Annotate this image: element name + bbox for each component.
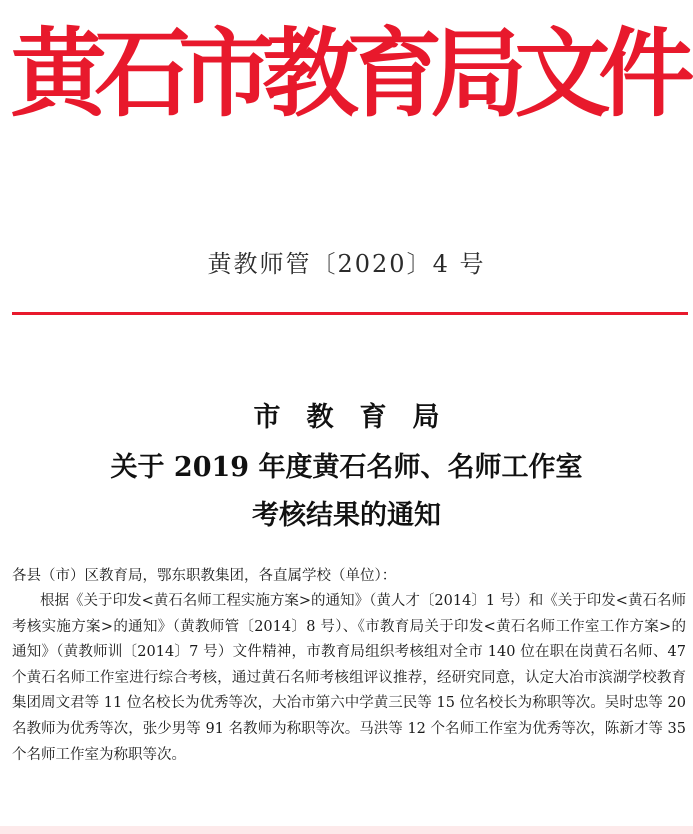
title-subject: 关于 2019 年度黄石名师、名师工作室 (110, 452, 583, 483)
page-bottom-band (0, 826, 693, 834)
body-paragraph: 根据《关于印发<黄石名师工程实施方案>的通知》（黄人才〔2014〕1 号）和《关于印发<黄石名师考核实施方案>的通知》（黄教师管〔2014〕8 号）、《市教育局关于印发<黄石名师工作室工作方案>的通知》（黄教师训〔2014〕7 号）文件精神，市教育局组织考核组对全市 140 位在职在岗黄石名师、47 个黄石名师工作室进行综合考核，通过黄石名师考核组评议推荐，经研究同意，认定大冶市滨湖学校教育集团周文君等 11 位名校长为优秀等次，大冶市第六中学黄三民等 15 位名校长为称职等次。吴时忠等 20 名教师为优秀等次，张少男等 91 名教师为称职等次。马洪等 12 个名师工作室为优秀等次，陈新才等 35 个名师工作室为称职等次。 (12, 593, 686, 763)
document-number: 黄教师管〔2020〕4 号 (207, 250, 486, 278)
title-notice: 考核结果的通知 (252, 500, 441, 531)
document-masthead: 黄石市教育局文件 (10, 18, 683, 130)
title-issuer: 市教育局 (253, 402, 466, 433)
salutation: 各县（市）区教育局，鄂东职教集团，各直属学校（单位）： (12, 568, 397, 584)
red-divider-line (12, 312, 688, 315)
